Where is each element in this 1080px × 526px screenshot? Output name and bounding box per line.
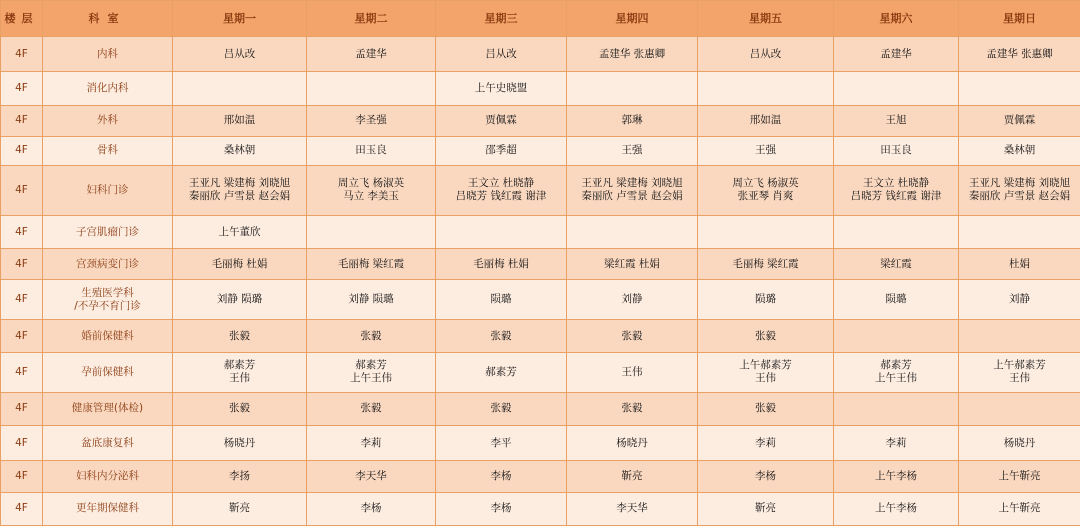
doctor-names: 贾佩霖	[485, 114, 517, 127]
department-name: 消化内科	[86, 82, 129, 94]
floor-cell: 4F	[1, 72, 43, 105]
doctor-names: 李杨	[755, 469, 776, 482]
doctor-cell	[959, 105, 1080, 136]
doctor-cell	[698, 136, 834, 165]
doctor-cell	[436, 461, 567, 492]
doctor-names: 吕晓芳 钱红霞 谢津	[455, 190, 547, 203]
day-header: 星期五	[698, 1, 834, 37]
doctor-cell	[567, 392, 698, 425]
doctor-names: 孟建华 张惠卿	[986, 47, 1053, 60]
doctor-names: 郝素芳	[223, 359, 256, 372]
doctor-names: 孟建华 张惠卿	[598, 47, 666, 60]
floor-cell: 4F	[1, 249, 43, 280]
doctor-names: 上午靳亮	[998, 469, 1041, 482]
doctor-cell	[173, 392, 307, 425]
doctor-names: 李莉	[755, 436, 776, 449]
department-name: 妇科内分泌科	[76, 469, 139, 482]
department-name: 更年期保健科	[76, 502, 139, 515]
floor-cell: 4F	[1, 319, 43, 352]
doctor-names: 毛丽梅 梁红霞	[732, 257, 799, 270]
department-cell	[43, 249, 173, 280]
doctor-cell	[567, 319, 698, 352]
doctor-cell	[436, 136, 567, 165]
doctor-names: 桑林朝	[1003, 144, 1036, 157]
doctor-cell	[436, 353, 567, 393]
doctor-names: 孟建华	[355, 47, 387, 60]
doctor-cell	[959, 492, 1080, 525]
doctor-names: 王伟	[621, 365, 643, 378]
doctor-names: 张毅	[621, 402, 643, 415]
doctor-cell	[567, 72, 698, 105]
department-name: 孕前保健科	[81, 365, 134, 378]
doctor-names: 上午李杨	[875, 469, 917, 482]
department-cell	[43, 37, 173, 72]
doctor-names: 上午李杨	[875, 502, 917, 515]
department-cell	[43, 72, 173, 105]
department-name: 宫颈病变门诊	[76, 257, 139, 270]
department-name: 外科	[97, 114, 118, 127]
doctor-cell	[567, 426, 698, 461]
department-name: 内科	[97, 47, 118, 60]
doctor-cell	[173, 461, 307, 492]
day-header: 星期日	[959, 1, 1080, 37]
doctor-cell	[698, 215, 834, 248]
doctor-cell	[436, 492, 567, 525]
doctor-names: 张毅	[229, 402, 250, 415]
doctor-names: 刘静 陨璐	[348, 293, 394, 306]
doctor-cell	[307, 492, 436, 525]
table-row	[1, 461, 1080, 492]
doctor-cell	[698, 72, 834, 105]
doctor-cell	[567, 353, 698, 393]
doctor-cell	[834, 105, 959, 136]
doctor-cell	[959, 319, 1080, 352]
doctor-cell	[834, 249, 959, 280]
doctor-names: 周立飞 杨淑英	[337, 177, 405, 190]
doctor-cell	[173, 492, 307, 525]
doctor-names: 张亚琴 肖爽	[737, 190, 794, 203]
doctor-cell	[567, 492, 698, 525]
doctor-names: 李杨	[490, 502, 512, 515]
floor-cell: 4F	[1, 105, 43, 136]
doctor-cell	[698, 492, 834, 525]
doctor-cell	[834, 37, 959, 72]
doctor-cell	[959, 461, 1080, 492]
doctor-names: 王强	[755, 144, 776, 157]
doctor-names: 张毅	[490, 329, 512, 342]
doctor-names: 邢如温	[223, 114, 256, 127]
doctor-cell	[436, 105, 567, 136]
doctor-cell	[436, 249, 567, 280]
doctor-names: 李平	[490, 436, 512, 449]
doctor-cell	[834, 426, 959, 461]
department-cell	[43, 280, 173, 320]
doctor-names: 上午郝素芳	[739, 359, 792, 372]
department-cell	[43, 215, 173, 248]
department-cell	[43, 492, 173, 525]
doctor-names: 李杨	[490, 469, 512, 482]
doctor-names: 王伟	[1009, 372, 1030, 385]
table-row	[1, 105, 1080, 136]
table-row	[1, 165, 1080, 215]
doctor-cell	[173, 319, 307, 352]
doctor-names: 王亚凡 梁建梅 刘晓旭	[188, 177, 291, 190]
doctor-cell	[307, 37, 436, 72]
doctor-names: 王亚凡 梁建梅 刘晓旭	[968, 177, 1071, 190]
table-row	[1, 136, 1080, 165]
department-cell	[43, 165, 173, 215]
doctor-names: 贾佩霖	[1003, 114, 1036, 127]
doctor-cell	[173, 215, 307, 248]
department-cell	[43, 105, 173, 136]
table-row	[1, 492, 1080, 525]
floor-cell: 4F	[1, 136, 43, 165]
table-row	[1, 37, 1080, 72]
doctor-names: 靳亮	[755, 502, 776, 515]
doctor-cell	[698, 280, 834, 320]
doctor-names: 张毅	[755, 402, 776, 415]
doctor-cell	[834, 215, 959, 248]
doctor-names: 杜娟	[1009, 257, 1030, 270]
doctor-cell	[959, 249, 1080, 280]
doctor-names: 秦丽欣 卢雪景 赵会娟	[968, 190, 1071, 203]
doctor-cell	[698, 165, 834, 215]
doctor-cell	[173, 72, 307, 105]
doctor-names: 马立 李美玉	[343, 190, 399, 203]
doctor-cell	[436, 165, 567, 215]
doctor-cell	[436, 392, 567, 425]
doctor-cell	[834, 492, 959, 525]
doctor-cell	[307, 249, 436, 280]
doctor-cell	[307, 280, 436, 320]
header-row	[1, 1, 1080, 37]
floor-cell: 4F	[1, 392, 43, 425]
doctor-names: 张毅	[360, 402, 382, 415]
doctor-cell	[173, 165, 307, 215]
floor-cell: 4F	[1, 426, 43, 461]
floor-cell: 4F	[1, 492, 43, 525]
doctor-cell	[307, 392, 436, 425]
doctor-names: 靳亮	[621, 469, 643, 482]
department-name: 健康管理(体检)	[71, 402, 144, 415]
doctor-cell	[698, 461, 834, 492]
doctor-names: 李天华	[616, 502, 648, 515]
doctor-names: 王文立 杜晓静	[862, 177, 930, 190]
doctor-names: 张毅	[229, 329, 250, 342]
doctor-names: 田玉良	[880, 144, 912, 157]
doctor-cell	[698, 426, 834, 461]
doctor-names: 陨璐	[885, 293, 907, 306]
doctor-cell	[698, 105, 834, 136]
doctor-names: 吕从改	[223, 47, 256, 60]
doctor-cell	[173, 37, 307, 72]
doctor-cell	[307, 426, 436, 461]
department-name: 生殖医学科	[81, 286, 134, 299]
doctor-names: 靳亮	[229, 502, 250, 515]
department-cell	[43, 353, 173, 393]
doctor-cell	[959, 215, 1080, 248]
doctor-names: 邢如温	[749, 114, 782, 127]
doctor-names: 邵季超	[485, 144, 517, 157]
doctor-names: 郝素芳	[485, 365, 517, 378]
doctor-cell	[307, 353, 436, 393]
doctor-names: 张毅	[360, 329, 382, 342]
floor-cell: 4F	[1, 353, 43, 393]
doctor-names: 李天华	[355, 469, 387, 482]
doctor-names: 李扬	[229, 469, 250, 482]
doctor-cell	[698, 37, 834, 72]
doctor-cell	[698, 319, 834, 352]
doctor-names: 李圣强	[355, 114, 387, 127]
doctor-cell	[173, 353, 307, 393]
doctor-cell	[959, 165, 1080, 215]
doctor-cell	[834, 165, 959, 215]
doctor-cell	[959, 353, 1080, 393]
department-cell	[43, 136, 173, 165]
doctor-names: 上午王伟	[350, 372, 392, 385]
doctor-cell	[436, 280, 567, 320]
day-header: 星期二	[307, 1, 436, 37]
doctor-names: 上午董欣	[218, 225, 261, 238]
floor-cell: 4F	[1, 461, 43, 492]
doctor-cell	[307, 136, 436, 165]
doctor-cell	[436, 319, 567, 352]
doctor-names: 李杨	[360, 502, 382, 515]
doctor-cell	[834, 136, 959, 165]
day-header: 星期四	[567, 1, 698, 37]
table-row	[1, 215, 1080, 248]
doctor-cell	[834, 353, 959, 393]
doctor-names: 郝素芳	[355, 359, 387, 372]
doctor-names: 上午靳亮	[998, 502, 1041, 515]
doctor-cell	[567, 215, 698, 248]
doctor-names: 李莉	[360, 436, 382, 449]
doctor-names: 梁红霞 杜娟	[604, 257, 660, 270]
doctor-cell	[698, 353, 834, 393]
doctor-names: 毛丽梅 杜娟	[473, 257, 529, 270]
doctor-names: 王伟	[755, 372, 776, 385]
doctor-names: 吕从改	[749, 47, 782, 60]
day-header: 星期六	[834, 1, 959, 37]
floor-cell: 4F	[1, 165, 43, 215]
doctor-cell	[959, 426, 1080, 461]
doctor-cell	[567, 165, 698, 215]
doctor-cell	[307, 105, 436, 136]
doctor-cell	[173, 105, 307, 136]
doctor-names: 杨晓丹	[616, 436, 648, 449]
department-name: 骨科	[97, 144, 118, 157]
table-row	[1, 72, 1080, 105]
doctor-cell	[959, 72, 1080, 105]
doctor-cell	[959, 280, 1080, 320]
floor-cell: 4F	[1, 280, 43, 320]
table-row	[1, 249, 1080, 280]
doctor-names: 秦丽欣 卢雪景 赵会娟	[581, 190, 683, 203]
schedule-body	[1, 37, 1080, 526]
doctor-cell	[173, 136, 307, 165]
doctor-cell	[436, 37, 567, 72]
department-cell	[43, 392, 173, 425]
doctor-cell	[959, 136, 1080, 165]
doctor-names: 秦丽欣 卢雪景 赵会娟	[188, 190, 291, 203]
doctor-cell	[436, 215, 567, 248]
doctor-names: 上午王伟	[875, 372, 917, 385]
doctor-names: 孟建华	[880, 47, 912, 60]
department-name: 盆底康复科	[81, 436, 134, 449]
department-cell	[43, 426, 173, 461]
table-row	[1, 392, 1080, 425]
doctor-names: 刘静	[621, 293, 643, 306]
day-header: 星期三	[436, 1, 567, 37]
doctor-cell	[834, 280, 959, 320]
table-row	[1, 426, 1080, 461]
doctor-cell	[567, 461, 698, 492]
department-header: 科室	[43, 1, 173, 37]
doctor-names: 田玉良	[355, 144, 387, 157]
floor-header: 楼层	[1, 1, 43, 37]
doctor-names: 王亚凡 梁建梅 刘晓旭	[581, 177, 683, 190]
doctor-names: 郝素芳	[880, 359, 912, 372]
doctor-cell	[834, 72, 959, 105]
floor-cell: 4F	[1, 37, 43, 72]
doctor-names: 毛丽梅 杜娟	[211, 257, 268, 270]
doctor-names: 刘静	[1009, 293, 1030, 306]
doctor-cell	[173, 249, 307, 280]
doctor-cell	[698, 249, 834, 280]
doctor-names: 上午史晓盟	[474, 82, 528, 94]
doctor-cell	[307, 72, 436, 105]
department-cell	[43, 461, 173, 492]
doctor-cell	[436, 426, 567, 461]
doctor-cell	[567, 136, 698, 165]
floor-cell: 4F	[1, 215, 43, 248]
doctor-names: 李莉	[885, 436, 907, 449]
table-row	[1, 280, 1080, 320]
doctor-cell	[834, 392, 959, 425]
doctor-names: 陨璐	[755, 293, 776, 306]
doctor-names: 王伟	[229, 372, 250, 385]
doctor-names: 刘静 陨璐	[216, 293, 263, 306]
doctor-names: 王文立 杜晓静	[467, 177, 535, 190]
doctor-names: 张毅	[490, 402, 512, 415]
doctor-cell	[307, 165, 436, 215]
doctor-cell	[567, 37, 698, 72]
doctor-cell	[834, 319, 959, 352]
department-name: 妇科门诊	[86, 183, 129, 196]
doctor-names: 周立飞 杨淑英	[732, 177, 799, 190]
department-name: 子宫肌瘤门诊	[76, 225, 139, 238]
doctor-names: 张毅	[621, 329, 643, 342]
doctor-cell	[567, 280, 698, 320]
doctor-cell	[307, 215, 436, 248]
doctor-cell	[567, 105, 698, 136]
doctor-names: 郭琳	[621, 114, 643, 127]
doctor-cell	[834, 461, 959, 492]
doctor-names: 陨璐	[490, 293, 512, 306]
doctor-names: 桑林朝	[223, 144, 256, 157]
table-row	[1, 353, 1080, 393]
doctor-cell	[567, 249, 698, 280]
doctor-cell	[173, 280, 307, 320]
doctor-cell	[959, 392, 1080, 425]
doctor-names: 张毅	[755, 329, 776, 342]
doctor-names: 王强	[621, 144, 643, 157]
doctor-names: 上午郝素芳	[993, 359, 1046, 372]
department-name: 婚前保健科	[81, 329, 134, 342]
doctor-names: 王旭	[885, 114, 907, 127]
department-cell	[43, 319, 173, 352]
doctor-names: 杨晓丹	[223, 436, 256, 449]
doctor-cell	[436, 72, 567, 105]
doctor-cell	[698, 392, 834, 425]
table-row	[1, 319, 1080, 352]
doctor-cell	[307, 461, 436, 492]
doctor-names: 吕从改	[485, 47, 517, 60]
doctor-cell	[173, 426, 307, 461]
doctor-names: 毛丽梅 梁红霞	[337, 257, 405, 270]
department-name: /不孕不育门诊	[74, 299, 141, 312]
doctor-cell	[959, 37, 1080, 72]
doctor-cell	[307, 319, 436, 352]
doctor-names: 梁红霞	[880, 257, 912, 270]
day-header: 星期一	[173, 1, 307, 37]
doctor-names: 吕晓芳 钱红霞 谢津	[850, 190, 942, 203]
doctor-names: 杨晓丹	[1003, 436, 1036, 449]
